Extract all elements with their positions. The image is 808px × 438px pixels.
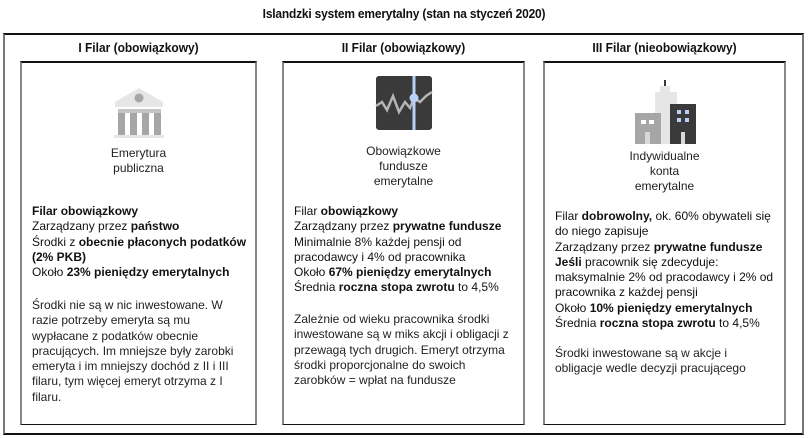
pillar-1-card — [20, 61, 257, 425]
pillar-3-description: Środki inwestowane są w akcje i obligacje wedle decyzji pracującego — [555, 346, 746, 376]
city-buildings-icon — [545, 78, 784, 144]
fact-line: Zarządzany przez prywatne fundusze — [555, 239, 763, 254]
pillar-3-label — [545, 149, 784, 194]
label-line: emerytalne — [634, 179, 695, 193]
bank-building-icon — [22, 80, 255, 140]
label-line: fundusze — [379, 159, 428, 173]
label-line: Obowiązkowe — [366, 144, 441, 158]
fact-line: Minimalnie 8% każdej pensji od pracodawcy i 4% od pracownika — [294, 234, 466, 264]
pillar-2-description: Zależnie od wieku pracownika środki inwestowane są w miks akcji i obligacji z przewagą tych drugich. Emeryt otrzyma środki proporcjonalne do swoich zarobków = wpłat na fundusze — [294, 312, 509, 388]
label-line: Indywidualne — [629, 149, 700, 163]
fact-line: Około 67% pieniędzy emerytalnych — [294, 265, 492, 280]
label-line: konta — [649, 164, 680, 178]
fact-line: Średnia roczna stopa zwrotu to 4,5% — [555, 316, 760, 331]
pillar-2-card — [282, 61, 525, 425]
fact-line: Filar dobrowolny, ok. 60% obywateli się do niego zapisuje — [555, 209, 771, 239]
fact-line: Średnia roczna stopa zwrotu to 4,5% — [294, 280, 499, 295]
pillar-3-heading: III Filar (nieobowiązkowy) — [592, 40, 737, 55]
pillar-3-card — [543, 61, 786, 425]
label-line: publiczna — [113, 161, 164, 175]
pillar-1-facts — [32, 204, 249, 280]
stock-chart-icon — [284, 74, 523, 132]
fact-line: Około 10% pieniędzy emerytalnych — [555, 300, 753, 315]
pillar-2-facts — [294, 204, 517, 296]
fact-line: Filar obowiązkowy — [294, 204, 399, 218]
label-line: emerytalne — [373, 174, 434, 188]
pillar-1-description: Środki nie są w nic inwestowane. W razie potrzeby emeryta są mu wypłacane z podatków obecnie pracujących. Im mniejsze były zarobki emeryta i im mniejszy dochód z II i III filaru, tym więcej emeryt otrzyma z I filaru. — [32, 298, 234, 404]
pillar-3-facts — [555, 209, 778, 331]
fact-line: Zarządzany przez państwo — [32, 219, 180, 234]
diagram-title: Islandzki system emerytalny (stan na styczeń 2020) — [262, 6, 546, 21]
label-line: Emerytura — [110, 146, 167, 160]
fact-line: Zarządzany przez prywatne fundusze — [294, 219, 502, 234]
fact-line: Środki z obecnie płaconych podatków (2% PKB) — [32, 234, 247, 264]
fact-line: Jeśli pracownik się zdecyduje: maksymalnie 2% od pracodawcy i 2% od pracownika z każdej pensji — [555, 254, 774, 300]
fact-line: Filar obowiązkowy — [32, 204, 139, 218]
pillar-2-label — [284, 144, 523, 189]
pillar-2-heading: II Filar (obowiązkowy) — [341, 40, 466, 55]
fact-line: Około 23% pieniędzy emerytalnych — [32, 265, 230, 280]
pillar-1-heading: I Filar (obowiązkowy) — [78, 40, 199, 55]
pillar-1-label — [22, 146, 255, 176]
